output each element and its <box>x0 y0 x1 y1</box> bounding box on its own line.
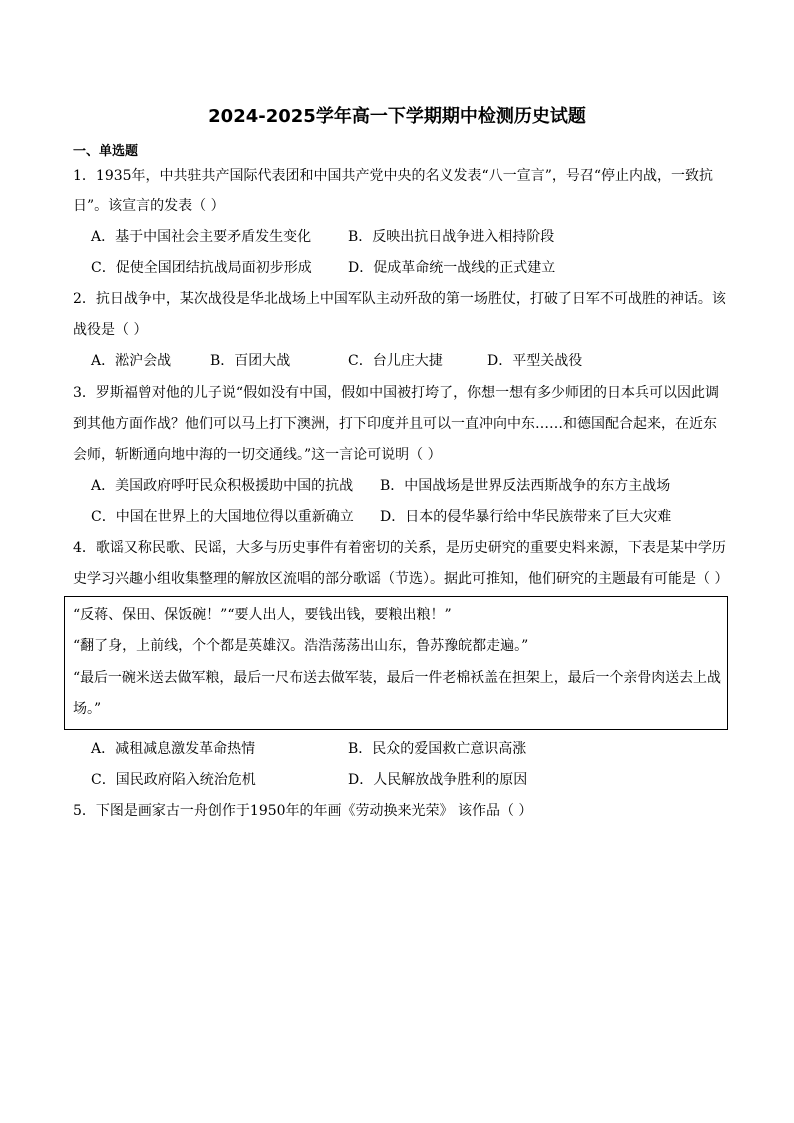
question-3-option-a: A．美国政府呼吁民众积极援助中国的抗战 <box>91 478 354 494</box>
question-4-option-d: D．人民解放战争胜利的原因 <box>348 772 528 788</box>
question-3-line-2: 到其他方面作战？他们可以马上打下澳洲，打下印度并且可以一直冲向中东……和德国配合起来，在近东 <box>73 416 717 432</box>
question-1-option-d: D．促成革命统一战线的正式建立 <box>348 260 556 276</box>
question-5-line-1: 5．下图是画家古一舟创作于1950年的年画《劳动换来光荣》 该作品（ ） <box>73 803 533 819</box>
question-3-line-1: 3．罗斯福曾对他的儿子说“假如没有中国，假如中国被打垮了，你想一想有多少师团的日本兵可以因此调 <box>73 385 720 401</box>
question-4-option-c: C．国民政府陷入统治危机 <box>91 772 256 788</box>
question-2-line-2: 战役是（ ） <box>73 322 148 338</box>
question-2-option-b: B．百团大战 <box>210 353 291 369</box>
question-3-option-c: C．中国在世界上的大国地位得以重新确立 <box>91 509 354 525</box>
question-2-option-a: A．淞沪会战 <box>91 353 172 369</box>
page-title: 2024-2025学年高一下学期期中检测历史试题 <box>208 106 586 127</box>
question-4-line-1: 4．歌谣又称民歌、民谣，大多与历史事件有着密切的关系，是历史研究的重要史料来源，下表是某中学历 <box>73 540 726 556</box>
question-4-option-a: A．减租减息激发革命热情 <box>91 741 256 757</box>
question-2-option-d: D．平型关战役 <box>487 353 583 369</box>
question-1-option-c: C．促使全国团结抗战局面初步形成 <box>91 260 312 276</box>
question-1-option-b: B．反映出抗日战争进入相持阶段 <box>348 229 555 245</box>
question-2-option-c: C．台儿庄大捷 <box>348 353 443 369</box>
question-1-option-a: A．基于中国社会主要矛盾发生变化 <box>91 229 312 245</box>
question-3-option-d: D．日本的侵华暴行给中华民族带来了巨大灾难 <box>380 509 672 525</box>
question-2-line-1: 2．抗日战争中，某次战役是华北战场上中国军队主动歼敌的第一场胜仗，打破了日军不可战胜的神话。该 <box>73 291 726 307</box>
folk-song-line-3: “最后一碗米送去做军粮，最后一尺布送去做军装，最后一件老棉袄盖在担架上，最后一个亲骨肉送去上战 <box>73 670 721 686</box>
question-3-line-3: 会师，斩断通向地中海的一切交通线。”这一言论可说明（ ） <box>73 447 442 463</box>
folk-song-line-4: 场。” <box>73 701 102 717</box>
question-4-line-2: 史学习兴趣小组收集整理的解放区流唱的部分歌谣（节选）。据此可推知，他们研究的主题最有可能是（ ） <box>73 571 729 587</box>
question-1-line-2: 日”。该宣言的发表（ ） <box>73 198 225 214</box>
question-3-option-b: B．中国战场是世界反法西斯战争的东方主战场 <box>380 478 671 494</box>
folk-song-line-2: “翻了身，上前线，个个都是英雄汉。浩浩荡荡出山东，鲁苏豫皖都走遍。” <box>73 638 529 654</box>
folk-song-excerpt-box <box>64 596 728 730</box>
folk-song-line-1: “反蒋、保田、保饭碗！”“要人出人，要钱出钱，要粮出粮！” <box>73 607 452 623</box>
section-heading: 一、单选题 <box>73 144 139 159</box>
question-1-line-1: 1．1935年，中共驻共产国际代表团和中国共产党中央的名义发表“八一宣言”，号召“停止内战，一致抗 <box>73 168 714 184</box>
question-4-option-b: B．民众的爱国救亡意识高涨 <box>348 741 527 757</box>
